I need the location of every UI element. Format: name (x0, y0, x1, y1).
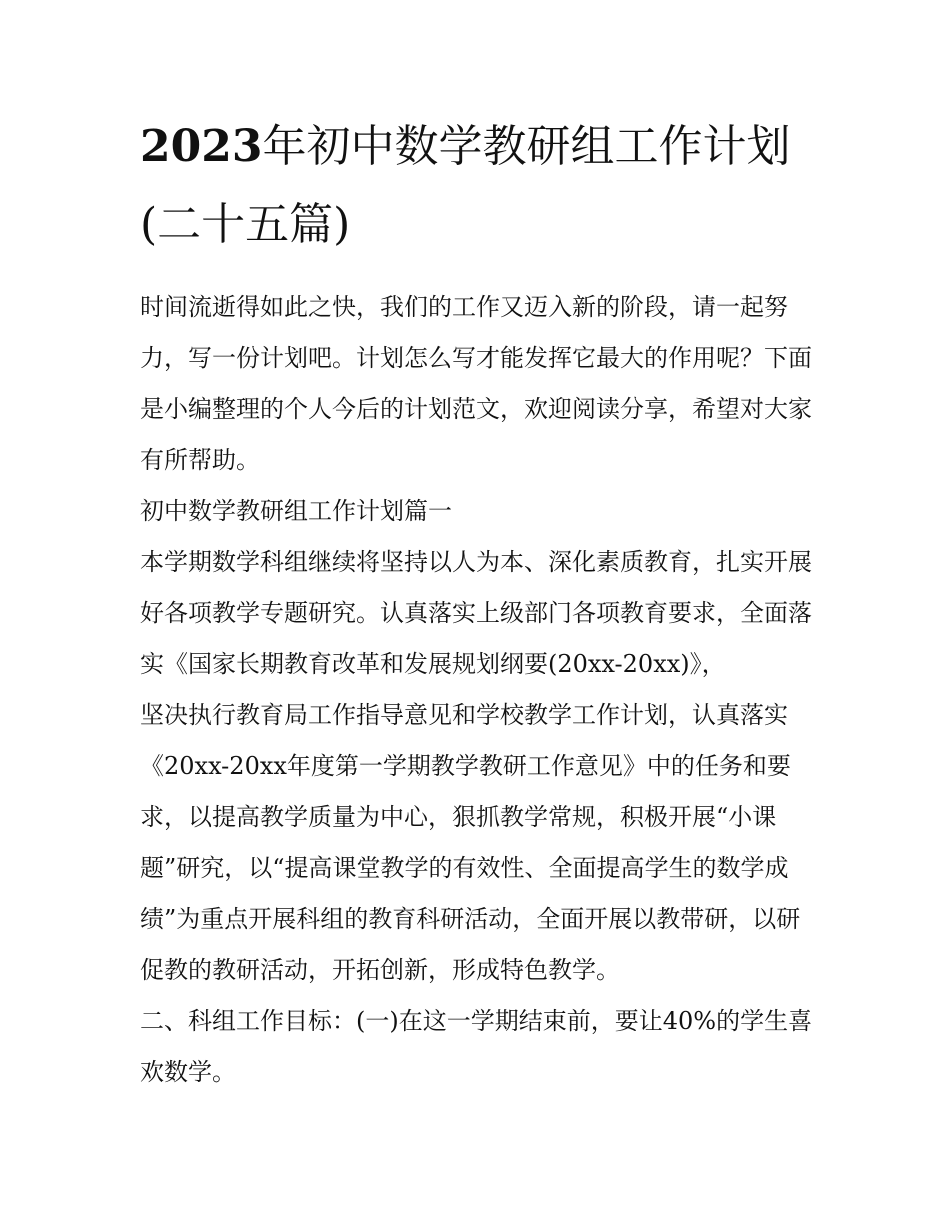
document-page (140, 108, 820, 1098)
goal-paragraph: 二、科组工作目标：(一)在这一学期结束前，要让40%的学生喜欢数学。 (140, 1007, 813, 1086)
document-title (140, 108, 820, 264)
body-paragraph: 本学期数学科组继续将坚持以人为本、深化素质教育，扎实开展好各项教学专题研究。认真落实上级部门各项教育要求，全面落实《国家长期教育改革和发展规划纲要(20xx-20xx)》， (140, 548, 812, 678)
title-text: 年初中数学教研组工作计划(二十五篇) (140, 121, 791, 250)
intro-paragraph: 时间流逝得如此之快，我们的工作又迈入新的阶段，请一起努力，写一份计划吧。计划怎么写才能发挥它最大的作用呢？下面是小编整理的个人今后的计划范文，欢迎阅读分享，希望对大家有所帮助。 (140, 293, 812, 474)
section-heading: 初中数学教研组工作计划篇一 (140, 497, 452, 525)
title-year: 2023 (140, 121, 263, 172)
document-body (140, 282, 820, 1098)
body-paragraph: 坚决执行教育局工作指导意见和学校教学工作计划，认真落实《20xx-20xx年度第一学期教学教研工作意见》中的任务和要求，以提高教学质量为中心，狠抓教学常规，积极开展“小课题”研究，以“提高课堂教学的有效性、全面提高学生的数学成绩”为重点开展科组的教育科研活动，全面开展以教带研，以研促教的教研活动，开拓创新，形成特色教学。 (140, 701, 801, 984)
